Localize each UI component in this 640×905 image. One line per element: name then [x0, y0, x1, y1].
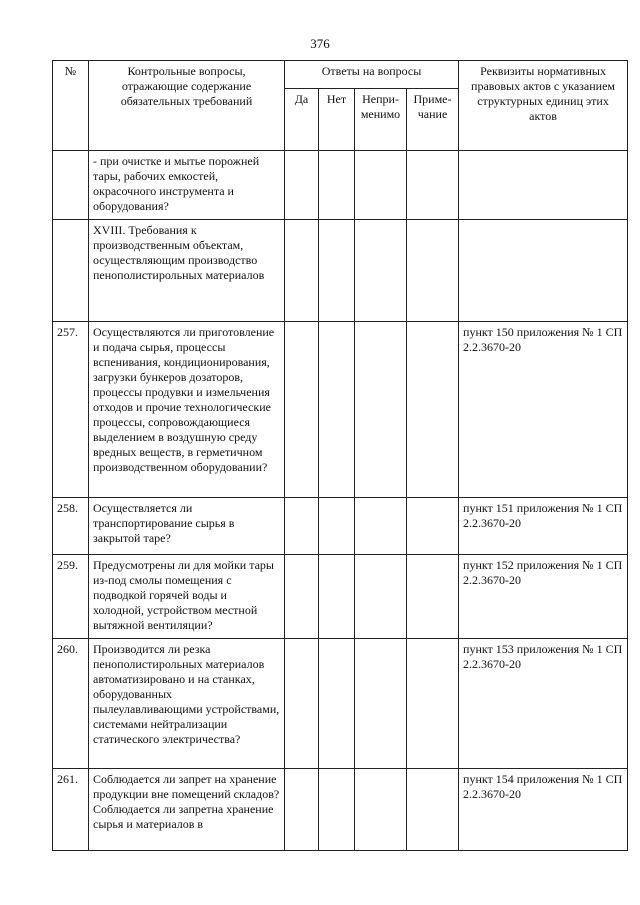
- header-no: Нет: [319, 89, 355, 151]
- answer-note-cell: [407, 220, 459, 322]
- header-yes: Да: [285, 89, 319, 151]
- answer-note-cell: [407, 322, 459, 498]
- table-row: [53, 322, 628, 498]
- answer-yes-cell: [285, 769, 319, 851]
- answer-no-cell: [319, 322, 355, 498]
- answer-no-cell: [319, 151, 355, 220]
- answer-note-cell: [407, 639, 459, 769]
- row-requisites: пункт 151 приложения № 1 СП 2.2.3670-20: [459, 498, 628, 555]
- row-question: Осуществляются ли приготовление и подача сырья, процессы вспенивания, кондиционирования, загрузки бункеров дозаторов, процессы продувки и измельчения отходов и прочие технологические процессы, сопровождающиеся выделением в воздушную среду вредных веществ, в герметичном производственном оборудовании?: [89, 322, 285, 498]
- answer-na-cell: [355, 555, 407, 639]
- answer-na-cell: [355, 769, 407, 851]
- row-number: 261.: [53, 769, 89, 851]
- answer-no-cell: [319, 639, 355, 769]
- answer-yes-cell: [285, 322, 319, 498]
- answer-note-cell: [407, 769, 459, 851]
- answer-na-cell: [355, 639, 407, 769]
- header-note: Приме-чание: [407, 89, 459, 151]
- answer-na-cell: [355, 220, 407, 322]
- row-requisites: пункт 152 приложения № 1 СП 2.2.3670-20: [459, 555, 628, 639]
- section-title: XVIII. Требования к производственным объектам, осуществляющим производство пенополистирольных материалов: [89, 220, 285, 322]
- header-requisites: Реквизиты нормативных правовых актов с указанием структурных единиц этих актов: [459, 61, 628, 151]
- header-number: №: [53, 61, 89, 151]
- row-question: Предусмотрены ли для мойки тары из-под смолы помещения с подводкой горячей воды и холодной, устройством местной вытяжной вентиляции?: [89, 555, 285, 639]
- answer-note-cell: [407, 151, 459, 220]
- row-number: 260.: [53, 639, 89, 769]
- table-row: [53, 555, 628, 639]
- row-number: 257.: [53, 322, 89, 498]
- table-row: [53, 151, 628, 220]
- answer-no-cell: [319, 769, 355, 851]
- row-question: - при очистке и мытье порожней тары, рабочих емкостей, окрасочного инструмента и оборудования?: [89, 151, 285, 220]
- row-requisites: [459, 151, 628, 220]
- row-question: Соблюдается ли запрет на хранение продукции вне помещений складов? Соблюдается ли запретна хранение сырья и материалов в: [89, 769, 285, 851]
- answer-yes-cell: [285, 639, 319, 769]
- answer-yes-cell: [285, 151, 319, 220]
- row-question: Производится ли резка пенополистирольных материалов автоматизировано и на станках, оборудованных пылеулавливающими устройствами, системами нейтрализации статического электричества?: [89, 639, 285, 769]
- table-row: [53, 498, 628, 555]
- row-requisites: пункт 154 приложения № 1 СП 2.2.3670-20: [459, 769, 628, 851]
- table-row: [53, 639, 628, 769]
- answer-yes-cell: [285, 498, 319, 555]
- answer-no-cell: [319, 555, 355, 639]
- answer-yes-cell: [285, 555, 319, 639]
- answer-no-cell: [319, 220, 355, 322]
- row-number: [53, 151, 89, 220]
- header-answers: Ответы на вопросы: [285, 61, 459, 89]
- checklist-table: [52, 60, 628, 851]
- row-question: Осуществляется ли транспортирование сырья в закрытой таре?: [89, 498, 285, 555]
- answer-na-cell: [355, 498, 407, 555]
- row-number: 259.: [53, 555, 89, 639]
- answer-na-cell: [355, 322, 407, 498]
- answer-note-cell: [407, 498, 459, 555]
- table-row: [53, 769, 628, 851]
- answer-note-cell: [407, 555, 459, 639]
- row-requisites: пункт 153 приложения № 1 СП 2.2.3670-20: [459, 639, 628, 769]
- page-number: 376: [310, 36, 330, 51]
- row-number: [53, 220, 89, 322]
- answer-no-cell: [319, 498, 355, 555]
- row-number: 258.: [53, 498, 89, 555]
- section-row: [53, 220, 628, 322]
- row-requisites: пункт 150 приложения № 1 СП 2.2.3670-20: [459, 322, 628, 498]
- answer-yes-cell: [285, 220, 319, 322]
- row-requisites: [459, 220, 628, 322]
- header-not-applicable: Непри-менимо: [355, 89, 407, 151]
- answer-na-cell: [355, 151, 407, 220]
- header-question: Контрольные вопросы, отражающие содержание обязательных требований: [89, 61, 285, 151]
